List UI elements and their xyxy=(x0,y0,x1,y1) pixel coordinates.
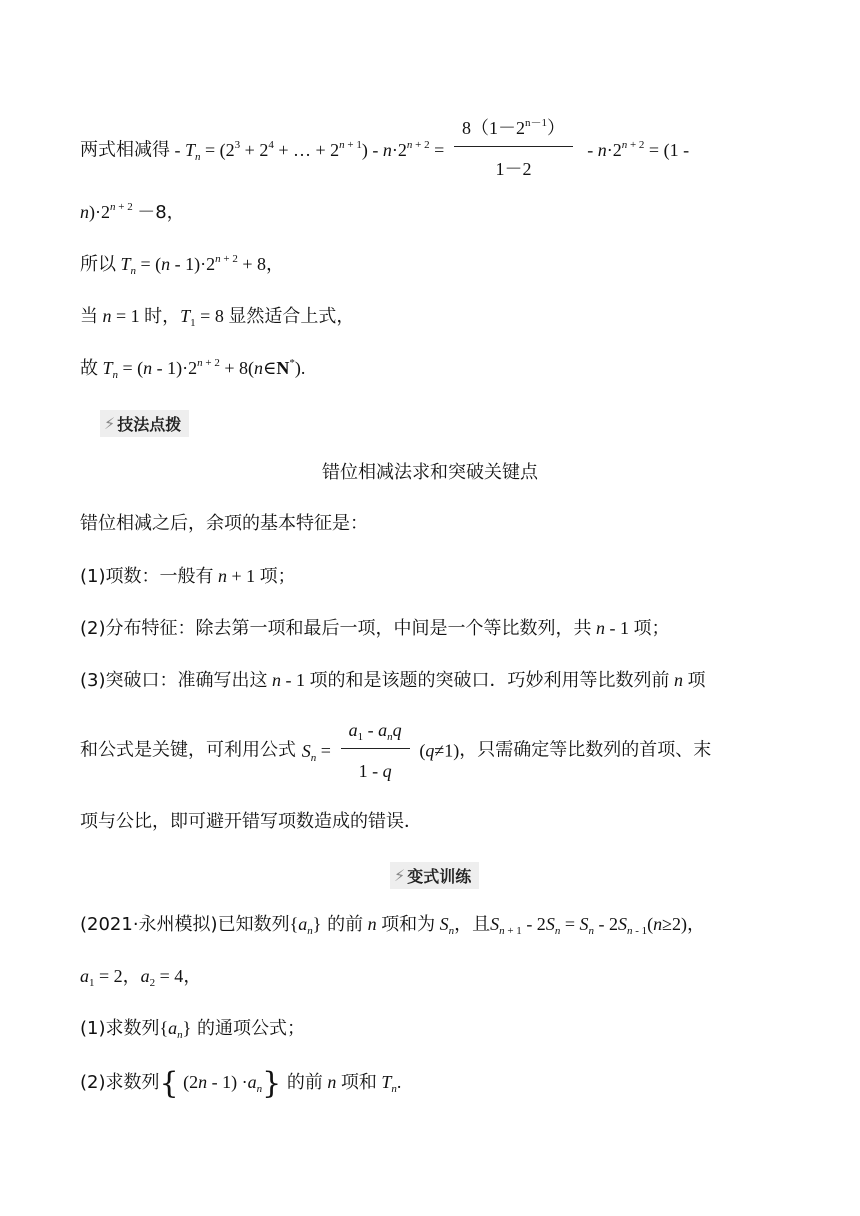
derivation-line-3: 所以 $T_n = (n - 1)\cdot 2^{n + 2} + 8$， xyxy=(80,253,285,277)
paragraph: 项与公比，即可避开错写项数造成的错误． xyxy=(80,811,422,832)
derivation-line-1: 两式相减得 - $T_n = (2^3 + 2^4$ + … + $2^{n + 1}) - n\cdot 2^{n + 2}$ = $\frac{8(1-2^{n-1})}{1-2}$ - $n\cdot 2^{n + 2} = (1$ - xyxy=(80,117,690,179)
exercise-part-1: (1)求数列$\{a_n\}$ 的通项公式； xyxy=(80,1018,306,1041)
paragraph: (3)突破口：准确写出这 n - 1 项的和是该题的突破口．巧妙利用等比数列前 n 项 xyxy=(80,670,706,691)
exercise-part-2: (2)求数列{ $(2n - 1) \cdot a_n$} 的前 n 项和 $T_n$. xyxy=(80,1066,402,1101)
derivation-line-2: $n)\cdot 2^{n + 2} -8$， xyxy=(80,201,185,223)
paragraph-with-formula: 和公式是关键，可利用公式 $S_n$ = $\frac{a_1 - a_nq}{1 - q}$ (q≠1)，只需确定等比数列的首项、末 xyxy=(80,720,712,781)
fraction: $\frac{8(1-2^{n-1})}{1-2}$ xyxy=(454,116,573,181)
section-title: 错位相减法求和突破关键点 xyxy=(322,462,538,483)
exercise-question: (2021·永州模拟)已知数列$\{a_n\}$ 的前 n 项和为 $S_n$，且$S_{n + 1} - 2S_n = S_n - 2S_{n - 1}(n\ge 2)$， xyxy=(80,914,706,937)
text: 两式相减得 xyxy=(80,139,170,161)
exercise-condition: $a_1 = 2$，$a_2 = 4$， xyxy=(80,966,202,989)
paragraph: (1)项数：一般有 n + 1 项； xyxy=(80,566,296,587)
section-badge-technique: ⚡ 技法点拨 xyxy=(100,410,189,437)
derivation-line-4: 当 n = 1 时，$T_1 = 8$ 显然适合上式， xyxy=(80,306,355,329)
paragraph: 错位相减之后，余项的基本特征是： xyxy=(80,513,368,534)
paragraph: (2)分布特征：除去第一项和最后一项，中间是一个等比数列，共 n - 1 项； xyxy=(80,618,670,639)
lightning-icon: ⚡ xyxy=(104,414,116,433)
derivation-line-5: 故 $T_n = (n - 1)\cdot 2^{n + 2}$ + 8(n∈N*). xyxy=(80,357,306,381)
lightning-icon: ⚡ xyxy=(394,866,406,885)
sum-formula-fraction: $\frac{a_1 - a_nq}{1 - q}$ xyxy=(341,718,410,783)
section-badge-exercise: ⚡ 变式训练 xyxy=(390,862,479,889)
